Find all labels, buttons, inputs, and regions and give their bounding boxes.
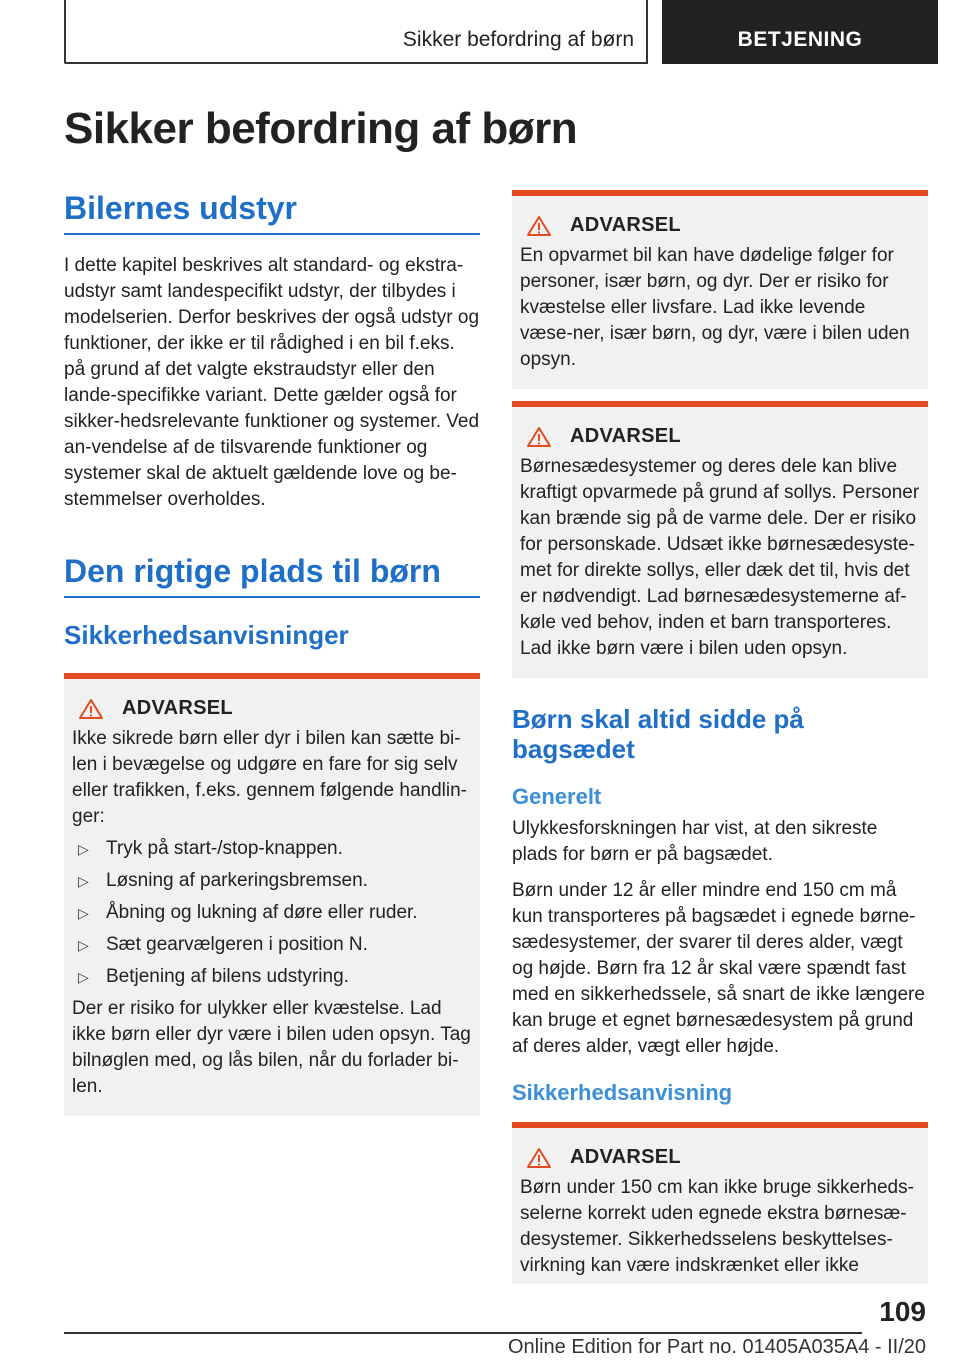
right-column xyxy=(512,190,928,1284)
warning-action-list xyxy=(72,836,472,990)
footer-divider xyxy=(64,1332,862,1334)
header-section-box xyxy=(64,0,648,64)
footer-edition: Online Edition for Part no. 01405A035A4 - II/20 xyxy=(507,1336,926,1358)
heading-safety-instruction: Sikkerhedsanvisning xyxy=(512,1080,733,1105)
warning-label: ADVARSEL xyxy=(570,425,681,447)
heading-child-place: Den rigtige plads til børn xyxy=(64,553,480,598)
list-item: ▷ Tryk på start-/stop-knappen. xyxy=(72,836,472,862)
warning-header xyxy=(520,425,920,448)
triangle-bullet-icon: ▷ xyxy=(78,905,89,921)
page-title: Sikker befordring af børn xyxy=(64,104,578,153)
heading-equipment: Bilernes udstyr xyxy=(64,190,480,235)
warning-intro: Ikke sikrede børn eller dyr i bilen kan sætte bi-len i bevægelse og udgøre en fare for sig selv eller trafikken, f.eks. gennem følgende handlin-ger: xyxy=(72,728,467,827)
warning-label: ADVARSEL xyxy=(570,214,681,236)
paragraph-equipment: I dette kapitel beskrives alt standard- og ekstra-udstyr samt landespecifikt udstyr, der tilbydes i modelserien. Derfor beskrives der også udstyr og funktioner, der ikke er til rådighed i en bil f.eks. på grund af det valgte ekstraudstyr eller den lande-specifikke variant. Dette gælder også for sikker-hedsrelevante funktioner og systemer. Ved an-vendelse af de tilsvarende funktioner og systemer skal de aktuelt gældende love og be-stemmelser overholdes. xyxy=(64,255,480,510)
warning-text: Børn under 150 cm kan ikke bruge sikkerheds-selerne korrekt uden egnede ekstra børnesæ-desystemer. Sikkerhedsselens beskyttelses-virkning kan være indskrænket eller ikke xyxy=(520,1177,914,1276)
left-column xyxy=(64,190,480,1116)
triangle-bullet-icon: ▷ xyxy=(78,969,89,985)
warning-box-unsecured xyxy=(64,673,480,1116)
warning-outro: Der er risiko for ulykker eller kvæstelse. Lad ikke børn eller dyr være i bilen uden opsyn. Tag bilnøglen med, og lås bilen, når du forlader bi-len. xyxy=(72,998,471,1097)
warning-box-heat xyxy=(512,190,928,389)
page-number: 109 xyxy=(879,1296,926,1327)
list-item: ▷ Løsning af parkeringsbremsen. xyxy=(72,868,472,894)
warning-triangle-icon xyxy=(78,698,104,720)
warning-triangle-icon xyxy=(526,215,552,237)
list-item: ▷ Åbning og lukning af døre eller ruder. xyxy=(72,900,472,926)
paragraph-general-1: Ulykkesforskningen har vist, at den sikreste plads for børn er på bagsædet. xyxy=(512,818,878,865)
triangle-bullet-icon: ▷ xyxy=(78,937,89,953)
triangle-bullet-icon: ▷ xyxy=(78,841,89,857)
warning-label: ADVARSEL xyxy=(122,697,233,719)
warning-triangle-icon xyxy=(526,1147,552,1169)
warning-text: En opvarmet bil kan have dødelige følger for personer, især børn, og dyr. Der er risiko for kvæstelse eller livsfare. Lad ikke levende væse-ner, især børn, og dyr, være i bilen uden opsyn. xyxy=(520,245,910,370)
heading-safety-instructions: Sikkerhedsanvisninger xyxy=(64,620,349,650)
warning-text: Børnesædesystemer og deres dele kan blive kraftigt opvarmede på grund af sollys. Personer kan brænde sig på de varme dele. Der er risiko for personskade. Udsæt ikke børnesædesyste-met for direkte sollys, eller dæk det til, hvis det er nødvendigt. Lad børnesædesystemerne af-køle ved behov, inden et barn transporteres. Lad ikke børn være i bilen uden opsyn. xyxy=(520,456,920,659)
heading-general: Generelt xyxy=(512,784,602,809)
warning-header xyxy=(72,697,472,720)
triangle-bullet-icon: ▷ xyxy=(78,873,89,889)
paragraph-general-2: Børn under 12 år eller mindre end 150 cm må kun transporteres på bagsædet i egnede børne-sædesystemer, der svarer til deres alder, vægt og højde. Børn fra 12 år skal være spændt fast med en sikkerhedssele, så snart de ikke længere kan bruge et egnet børnesædesystem på grund af deres alder, vægt eller højde. xyxy=(512,880,925,1057)
warning-box-sunlight xyxy=(512,401,928,678)
list-item: ▷ Sæt gearvælgeren i position N. xyxy=(72,932,472,958)
warning-label: ADVARSEL xyxy=(570,1146,681,1168)
warning-header xyxy=(520,1146,920,1169)
list-item: ▷ Betjening af bilens udstyring. xyxy=(72,964,472,990)
warning-header xyxy=(520,214,920,237)
header-section-title: Sikker befordring af børn xyxy=(402,28,634,51)
header-chapter-tab[interactable]: BETJENING xyxy=(662,0,938,64)
warning-box-height xyxy=(512,1122,928,1284)
warning-triangle-icon xyxy=(526,426,552,448)
heading-backseat: Børn skal altid sidde på bagsædet xyxy=(512,704,804,764)
